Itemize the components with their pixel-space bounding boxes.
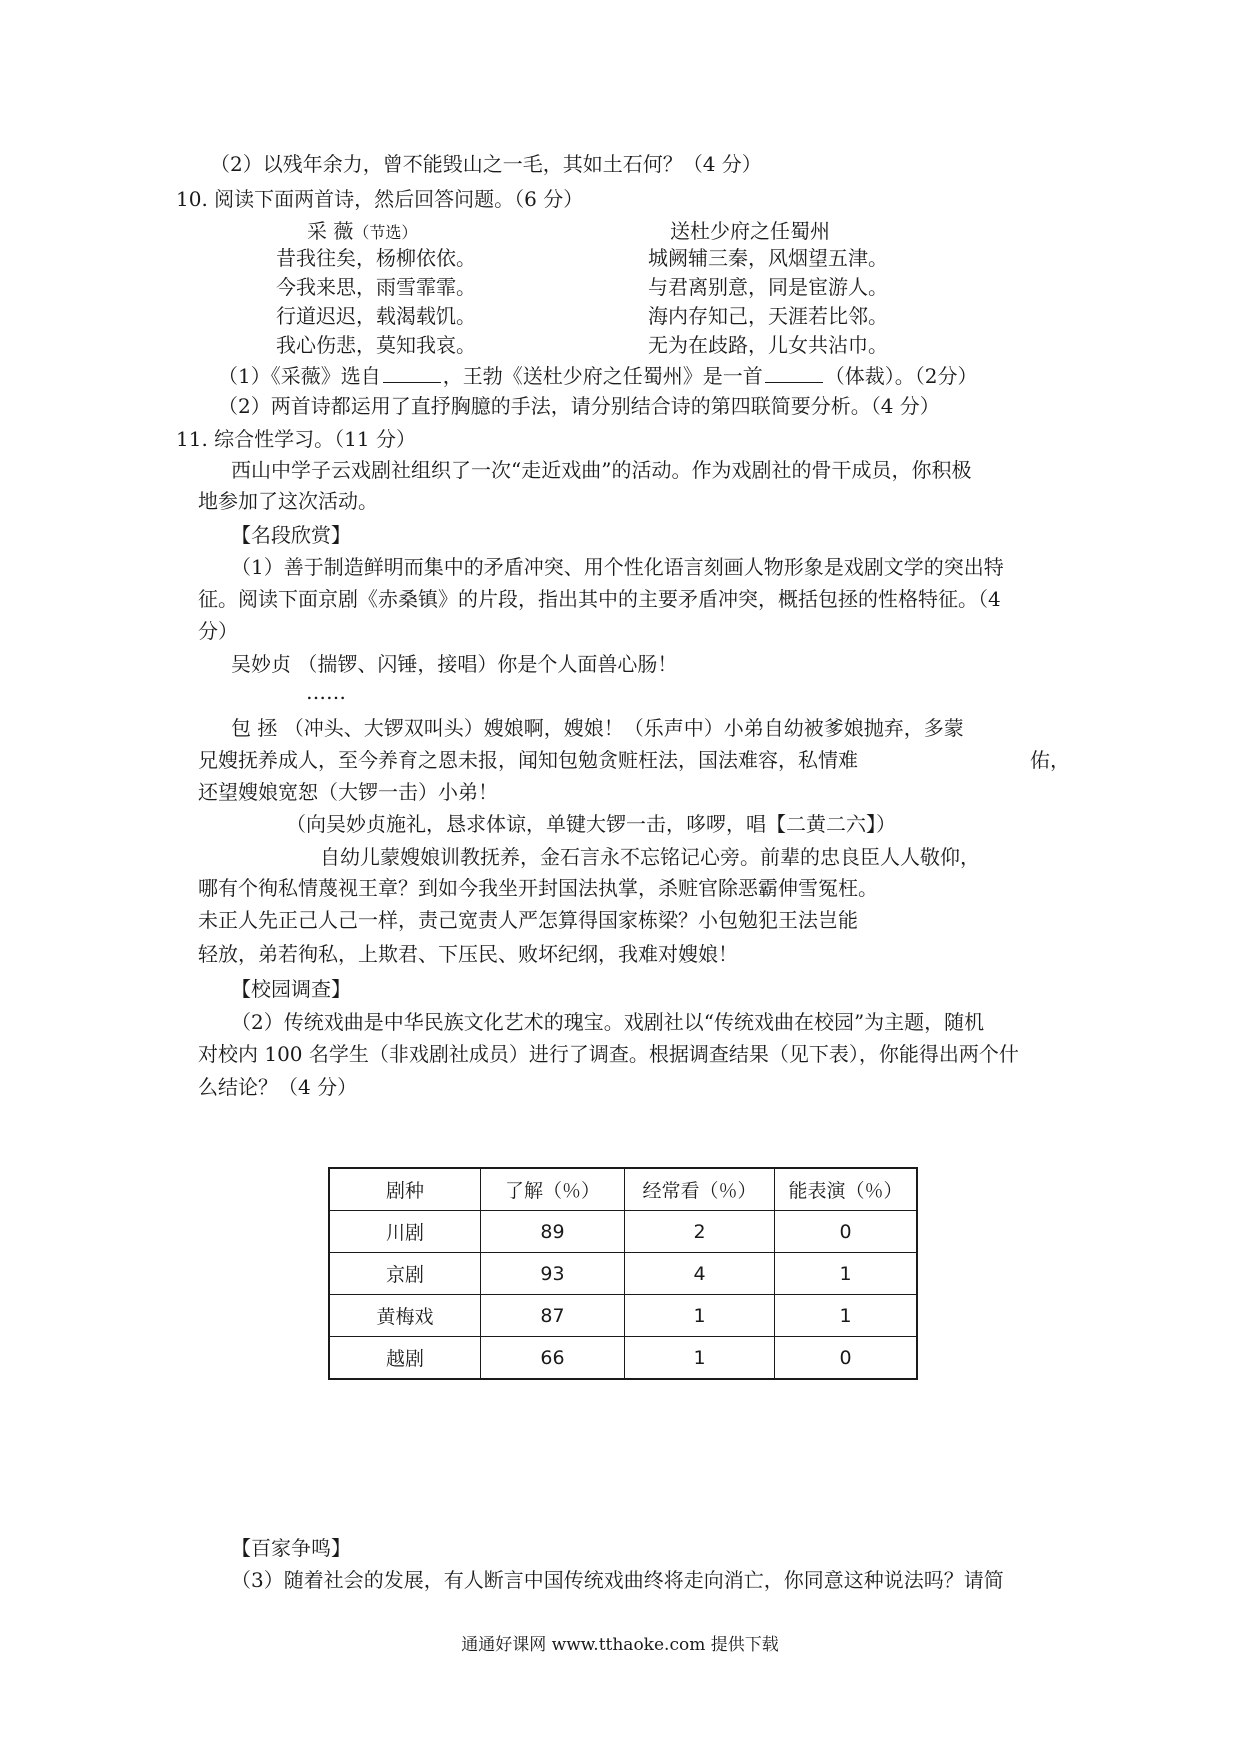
q10-sub1-part-b: ，王勃《送杜少府之任蜀州》是一首 [442,364,763,388]
table-cell: 越剧 [329,1337,481,1380]
page-footer: 通通好课网 www.tthaoke.com 提供下载 [461,1635,779,1655]
aria-line: 轻放，弟若徇私，上欺君、下压民、败坏纪纲，我难对嫂娘！ [198,942,738,966]
table-row [329,1295,917,1337]
poem2-line: 城阙辅三秦，风烟望五津。 [648,246,888,270]
column-header: 剧种 [329,1168,481,1211]
q11-intro-line2: 地参加了这次活动。 [198,489,378,513]
table-cell: 93 [481,1253,625,1295]
survey-table [328,1167,918,1380]
table-cell: 4 [625,1253,775,1295]
q10-sub1 [218,362,977,390]
poem1-title-text: 采 薇 [307,219,354,243]
aria-line [198,873,1068,903]
q11-intro-line [231,455,1068,485]
aria-text: 哪有个徇私情蔑视王章？到如今我坐开封国法执掌，杀赃官除恶霸伸雪冤枉。 [198,876,878,900]
poem1-line: 今我来思，雨雪霏霏。 [276,275,476,299]
table-cell: 89 [481,1211,625,1253]
table-row [329,1253,917,1295]
aria-text: 未正人先正己人己一样，责己宽责人严怎算得国家栋梁？小包勉犯王法岂能 [198,908,858,932]
poem1-line: 行道迟迟，载渴载饥。 [276,304,476,328]
section-heading-campus-survey: 【校园调查】 [231,977,351,1001]
poem1-line: 昔我往矣，杨柳依依。 [276,246,476,270]
q11-sub3-line: （3）随着社会的发展，有人断言中国传统戏曲终将走向消亡，你同意这种说法吗？请简 [231,1568,1004,1592]
column-header: 了解（％） [481,1168,625,1211]
aria-line [198,905,1068,935]
table-cell: 1 [775,1295,918,1337]
table-cell: 黄梅戏 [329,1295,481,1337]
table-header-row [329,1168,917,1211]
q11-sub1-line: 征。阅读下面京剧《赤桑镇》的片段，指出其中的主要矛盾冲突，概括包拯的性格特征。（4 [198,587,1001,611]
q11-sub1-line: 分） [198,619,238,643]
script-line-bao: 还望嫂娘宽恕（大锣一击）小弟！ [198,780,498,804]
poem2-line: 无为在歧路，儿女共沾巾。 [648,333,888,357]
q10-sub1-part-a: （1）《采薇》选自 [218,364,381,388]
script-line-wu: 吴妙贞 （揣锣、闪锤，接唱）你是个人面兽心肠！ [231,652,678,676]
column-header: 经常看（％） [625,1168,775,1211]
section-heading-debate: 【百家争鸣】 [231,1536,351,1560]
table-cell: 1 [625,1337,775,1380]
q11-sub2-line: （2）传统戏曲是中华民族文化艺术的瑰宝。戏剧社以“传统戏曲在校园”为主题，随机 [231,1010,985,1034]
table-cell: 1 [775,1253,918,1295]
table-cell: 66 [481,1337,625,1380]
aria-line: 自幼儿蒙嫂娘训教抚养，金石言永不忘铭记心旁。前辈的忠良臣人人敬仰， [320,845,980,869]
poem1-line: 我心伤悲，莫知我哀。 [276,333,476,357]
table-cell: 2 [625,1211,775,1253]
table-cell: 0 [775,1337,918,1380]
table-row [329,1337,917,1380]
script-ellipsis: …… [306,680,346,704]
script-line-bao: 包 拯 （冲头、大锣双叫头）嫂娘啊，嫂娘！（乐声中）小弟自幼被爹娘抛弃，多蒙 [231,716,964,740]
poem1-title [307,217,417,247]
table-cell: 京剧 [329,1253,481,1295]
answer-blank[interactable] [765,362,823,383]
poem2-line: 与君离别意，同是宦游人。 [648,275,888,299]
q10-sub1-part-c: （体裁）。（2分） [824,364,978,388]
table-cell: 87 [481,1295,625,1337]
script-line-bao: 兄嫂抚养成人，至今养育之恩未报，闻知包勉贪赃枉法，国法难容，私情难 [198,748,858,772]
poem2-title: 送杜少府之任蜀州 [670,219,830,243]
poem2-line: 海内存知己，天涯若比邻。 [648,304,888,328]
q11-sub2-line: 对校内 100 名学生（非戏剧社成员）进行了调查。根据调查结果（见下表），你能得出两个什 [198,1042,1019,1066]
table-cell: 0 [775,1211,918,1253]
q11-sub2-line: 么结论？（4 分） [198,1075,358,1099]
answer-blank[interactable] [383,362,441,383]
q11-sub1-line: （1）善于制造鲜明而集中的矛盾冲突、用个性化语言刻画人物形象是戏剧文学的突出特 [231,555,1004,579]
section-heading-famous-passages: 【名段欣赏】 [231,523,351,547]
q11-title: 11. 综合性学习。（11 分） [176,427,416,451]
table-cell: 川剧 [329,1211,481,1253]
q10-title: 10. 阅读下面两首诗，然后回答问题。（6 分） [176,187,584,211]
table-cell: 1 [625,1295,775,1337]
column-header: 能表演（％） [775,1168,918,1211]
poem1-note: （节选） [353,223,418,242]
q10-sub2: （2）两首诗都运用了直抒胸臆的手法，请分别结合诗的第四联简要分析。（4 分） [218,394,940,418]
q11-intro-text: 西山中学子云戏剧社组织了一次“走近戏曲”的活动。作为戏剧社的骨干成员，你积极 [231,458,972,482]
stage-direction: （向吴妙贞施礼，恳求体谅，单键大锣一击，哆啰，唱【二黄二六】） [286,812,896,836]
script-line-bao-end: 佑， [1030,748,1070,772]
q9-sub2: （2）以残年余力，曾不能毁山之一毛，其如土石何？（4 分） [210,152,762,176]
table-row [329,1211,917,1253]
